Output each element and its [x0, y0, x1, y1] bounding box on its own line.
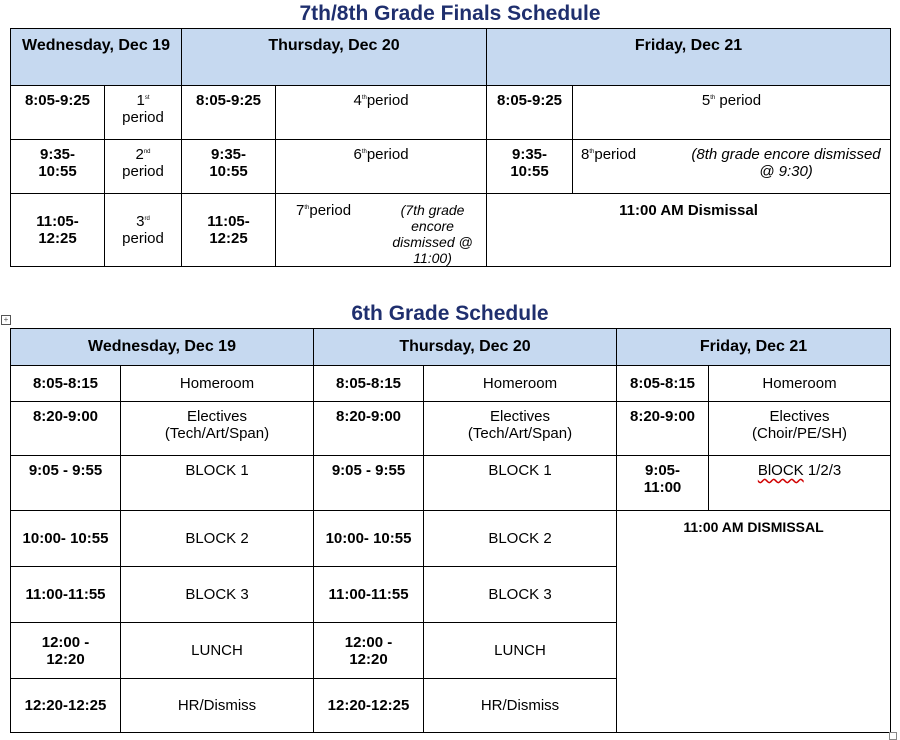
activity-cell: Electives (Choir/PE/SH) — [709, 402, 891, 456]
activity-cell: LUNCH — [424, 623, 617, 679]
finals-schedule-table — [10, 28, 891, 267]
activity-cell: BLOCK 3 — [121, 567, 314, 623]
activity-cell: Electives (Tech/Art/Span) — [121, 402, 314, 456]
table-resize-icon[interactable] — [889, 732, 897, 740]
activity-cell: BLOCK 1 — [121, 456, 314, 511]
activity-cell: HR/Dismiss — [424, 679, 617, 733]
activity-cell: Homeroom — [424, 366, 617, 402]
time-cell: 12:00 - 12:20 — [314, 623, 424, 679]
encore-note: (8th grade encore dismissed @ 9:30) — [691, 146, 881, 180]
activity-cell: Electives (Tech/Art/Span) — [424, 402, 617, 456]
period-cell: 5th period — [573, 86, 891, 140]
activity-cell: LUNCH — [121, 623, 314, 679]
sixth-grade-table — [10, 328, 891, 733]
finals-row-2 — [11, 140, 891, 194]
time-cell: 9:35-10:55 — [182, 140, 276, 194]
finals-header-friday: Friday, Dec 21 — [487, 29, 891, 86]
friday-dismissal-cell: 11:00 AM Dismissal — [487, 194, 891, 267]
time-cell: 8:05-9:25 — [182, 86, 276, 140]
finals-header-thursday: Thursday, Dec 20 — [182, 29, 487, 86]
sixth-header-friday: Friday, Dec 21 — [617, 329, 891, 366]
time-cell: 8:05-9:25 — [11, 86, 105, 140]
period-cell: 8thperiod (8th grade encore dismissed @ 9:30) — [573, 140, 891, 194]
time-cell: 9:35-10:55 — [487, 140, 573, 194]
time-cell: 8:20-9:00 — [11, 402, 121, 456]
time-cell: 10:00- 10:55 — [11, 511, 121, 567]
time-cell: 12:20-12:25 — [314, 679, 424, 733]
activity-cell: Homeroom — [121, 366, 314, 402]
period-cell: 1st period — [105, 86, 182, 140]
time-cell: 9:35-10:55 — [11, 140, 105, 194]
activity-cell: HR/Dismiss — [121, 679, 314, 733]
time-cell: 11:05-12:25 — [182, 194, 276, 267]
time-cell: 8:05-8:15 — [314, 366, 424, 402]
spellcheck-word[interactable]: BlOCK — [757, 462, 804, 479]
period-cell: 6thperiod — [276, 140, 487, 194]
time-cell: 9:05-11:00 — [617, 456, 709, 511]
time-cell: 12:00 - 12:20 — [11, 623, 121, 679]
time-cell: 12:20-12:25 — [11, 679, 121, 733]
time-cell: 9:05 - 9:55 — [314, 456, 424, 511]
sixth-row-1 — [11, 366, 891, 402]
time-cell: 10:00- 10:55 — [314, 511, 424, 567]
time-cell: 8:05-8:15 — [617, 366, 709, 402]
move-handle-icon[interactable]: + — [1, 315, 11, 325]
time-cell: 8:05-9:25 — [487, 86, 573, 140]
activity-cell: BLOCK 2 — [424, 511, 617, 567]
period-cell: 3rd period — [105, 194, 182, 267]
sixth-header-wednesday: Wednesday, Dec 19 — [11, 329, 314, 366]
activity-cell: BLOCK 2 — [121, 511, 314, 567]
finals-title: 7th/8th Grade Finals Schedule — [299, 2, 601, 25]
sixth-row-3 — [11, 456, 891, 511]
sixth-row-4 — [11, 511, 891, 567]
finals-row-3 — [11, 194, 891, 267]
finals-row-1 — [11, 86, 891, 140]
time-cell: 8:20-9:00 — [617, 402, 709, 456]
time-cell: 11:00-11:55 — [314, 567, 424, 623]
sixth-header-thursday: Thursday, Dec 20 — [314, 329, 617, 366]
time-cell: 8:20-9:00 — [314, 402, 424, 456]
time-cell: 9:05 - 9:55 — [11, 456, 121, 511]
finals-header-wednesday: Wednesday, Dec 19 — [11, 29, 182, 86]
time-cell: 11:05-12:25 — [11, 194, 105, 267]
friday-dismissal-cell: 11:00 AM DISMISSAL — [617, 511, 891, 733]
sixth-grade-title: 6th Grade Schedule — [351, 302, 549, 325]
time-cell: 8:05-8:15 — [11, 366, 121, 402]
encore-note: (7th grade encore dismissed @ 11:00) — [392, 202, 473, 266]
sixth-row-2 — [11, 402, 891, 456]
activity-cell: BLOCK 3 — [424, 567, 617, 623]
activity-cell: BlOCK 1/2/3 — [709, 456, 891, 511]
time-cell: 11:00-11:55 — [11, 567, 121, 623]
period-cell: 2nd period — [105, 140, 182, 194]
period-cell: 7thperiod (7th grade encore dismissed @ 11:00) — [276, 194, 487, 267]
period-cell: 4thperiod — [276, 86, 487, 140]
activity-cell: BLOCK 1 — [424, 456, 617, 511]
activity-cell: Homeroom — [709, 366, 891, 402]
